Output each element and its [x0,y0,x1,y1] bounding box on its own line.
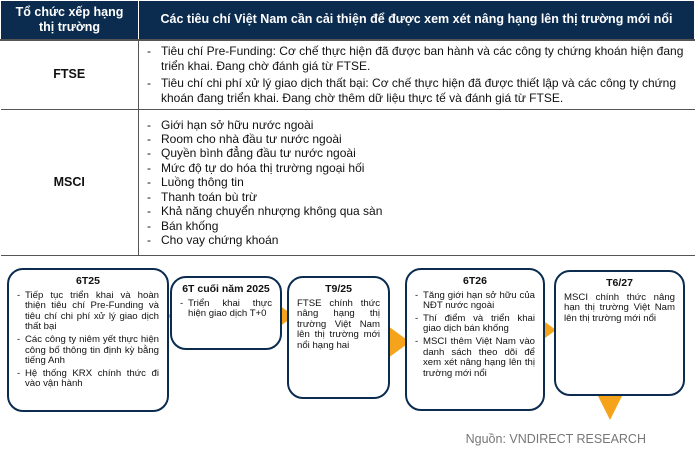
list-item: - Thanh toán bù trừ [147,189,258,204]
timeline-title: 6T cuối năm 2025 [182,283,270,295]
timeline-title: T9/25 [325,283,352,295]
org-ftse: FTSE [1,40,139,110]
list-item: - MSCI thêm Việt Nam vào danh sách theo dõi để xem xét nâng hạng lên thị trường mới nổi [415,335,535,379]
list-item: - Các công ty niêm yết thực hiện công bố thông tin định kỳ bằng tiếng Anh [17,333,159,367]
timeline-title: 6T25 [76,275,100,287]
list-item: - Thí điểm và triển khai giao dịch bán khống [415,312,535,335]
timeline-title: T6/27 [606,277,633,289]
timeline-title: 6T26 [463,275,487,287]
list-item: - Cho vay chứng khoán [147,232,279,247]
timeline-text: MSCI chính thức nâng hạn thị trường Việt Nam lên thị trường mới nổi [564,291,675,324]
header-org: Tổ chức xếp hạng thị trường [1,1,139,40]
timeline-box-t9-25 [287,276,390,399]
list-item: - Hệ thống KRX chính thức đi vào vận hành [17,367,159,390]
arrow-down-icon [598,396,622,420]
list-item: - Room cho nhà đầu tư nước ngoài [147,132,342,147]
timeline-text: FTSE chính thức nâng hạng thị trường Việt Nam lên thị trường mới nổi hạng hai [297,297,380,351]
list-item: - Quyền bình đẳng đầu tư nước ngoài [147,146,356,161]
list-item: - Khả năng chuyển nhượng không qua sàn [147,204,383,219]
list-item: - Luồng thông tin [147,175,244,190]
list-item: - Tăng giới hạn sở hữu của NĐT nước ngoài [415,289,535,312]
list-item: - Triển khai thực hiện giao dịch T+0 [180,297,272,320]
timeline-box-6t26 [405,268,545,411]
timeline-box-t6-27 [554,270,685,396]
source-note: Nguồn: VNDIRECT RESEARCH [465,432,646,446]
list-item: - Bán khống [147,218,219,233]
list-item: - Giới hạn sở hữu nước ngoài [147,117,314,132]
org-msci: MSCI [1,110,139,256]
list-item: - Tiếp tục triển khai và hoàn thiện tiêu chí Pre-Funding và tiêu chí chi phí xử lý giao dịch thất bại [17,289,159,333]
timeline-box-6t-cuoi-nam-2025 [170,276,282,350]
list-item: - Tiêu chí Pre-Funding: Cơ chế thực hiện đã được ban hành và các công ty chứng khoán hiện đang triển khai. Đang chờ đánh giá từ FTSE. [147,43,684,73]
timeline-box-6t25 [7,268,169,412]
list-item: - Tiêu chí chi phí xử lý giao dịch thất bại: Cơ chế thực hiện đã được thiết lập và các công ty chứng khoán đang triển khai. Đang chờ thêm dữ liệu thực tế và đánh giá từ FTSE. [147,75,677,105]
list-item: - Mức độ tự do hóa thị trường ngoại hối [147,160,365,175]
header-criteria: Các tiêu chí Việt Nam cần cải thiện để được xem xét nâng hạng lên thị trường mới nổi [139,1,695,40]
